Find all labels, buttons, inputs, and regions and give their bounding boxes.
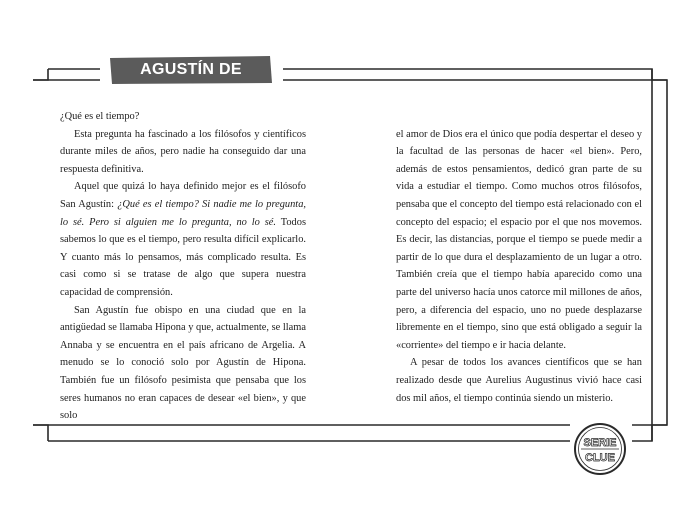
paragraph-question: ¿Qué es el tiempo? — [60, 111, 140, 122]
seal-line-1: SERIE — [583, 437, 617, 449]
paragraph-hipona: San Agustín fue obispo en una ciudad que en la antigüedad se llamaba Hipona y que, actualmente, se llama Annaba y se encuentra en el país africano de Argelia. A menudo se lo conoció solo por Agustín de Hipona. También fue un filósofo pesimista que pensaba que los seres humanos no eran capaces de desear «el bien», y que solo — [60, 304, 306, 422]
paragraph-conclusion: A pesar de todos los avances científicos que se han realizado desde que Aurelius Augustinus vivió hace casi dos mil años, el tiempo continúa siendo un misterio. — [396, 357, 642, 404]
left-column — [60, 108, 306, 425]
paragraph-text: Todos sabemos lo que es el tiempo, pero resulta difícil explicarlo. Y cuanto más lo pensamos, más complicado resulta. Es casi como si se tratase de algo que supera nuestra capacidad de comprensión. — [60, 216, 306, 298]
seal-line-2: CLUE — [585, 452, 615, 464]
augustine-quote: ¿Qué es el tiempo? Si nadie me lo pregunta, lo sé. Pero si alguien me lo pregunta, no lo sé. — [60, 198, 306, 228]
paragraph-augustine-quote — [60, 178, 306, 301]
serie-clue-logo — [573, 422, 627, 476]
paragraph-continuation: el amor de Dios era el único que podía despertar el deseo y la facultad de las personas de hacer «el bien». Pero, además de estos pensamientos, dedicó gran parte de su vida a estudiar el tiempo. Como muchos otros filósofos, pensaba que el concepto del tiempo está relacionado con el concepto del espacio; el espacio por el que nos movemos. Es decir, las distancias, porque el tiempo se puede medir a partir de lo que dura el desplazamiento de un lugar a otro. También creía que el tiempo había aparecido como una parte del universo hacía unos catorce mil millones de años, pero, a diferencia del espacio, uno no puede desplazarse libremente en el tiempo, sino que está obligado a seguir la «corriente» del tiempo e ir hacia delante. — [396, 128, 642, 351]
paragraph-intro: Esta pregunta ha fascinado a los filósofos y científicos durante miles de años, pero nadie ha conseguido dar una respuesta definitiva. — [60, 128, 306, 175]
banner-title: AGUSTÍN DE HIPONA — [140, 61, 242, 106]
title-banner — [110, 56, 272, 106]
right-column — [396, 126, 642, 408]
paragraph-text: Aquel que quizá lo haya definido mejor es el filósofo San Agustín: — [60, 181, 306, 210]
